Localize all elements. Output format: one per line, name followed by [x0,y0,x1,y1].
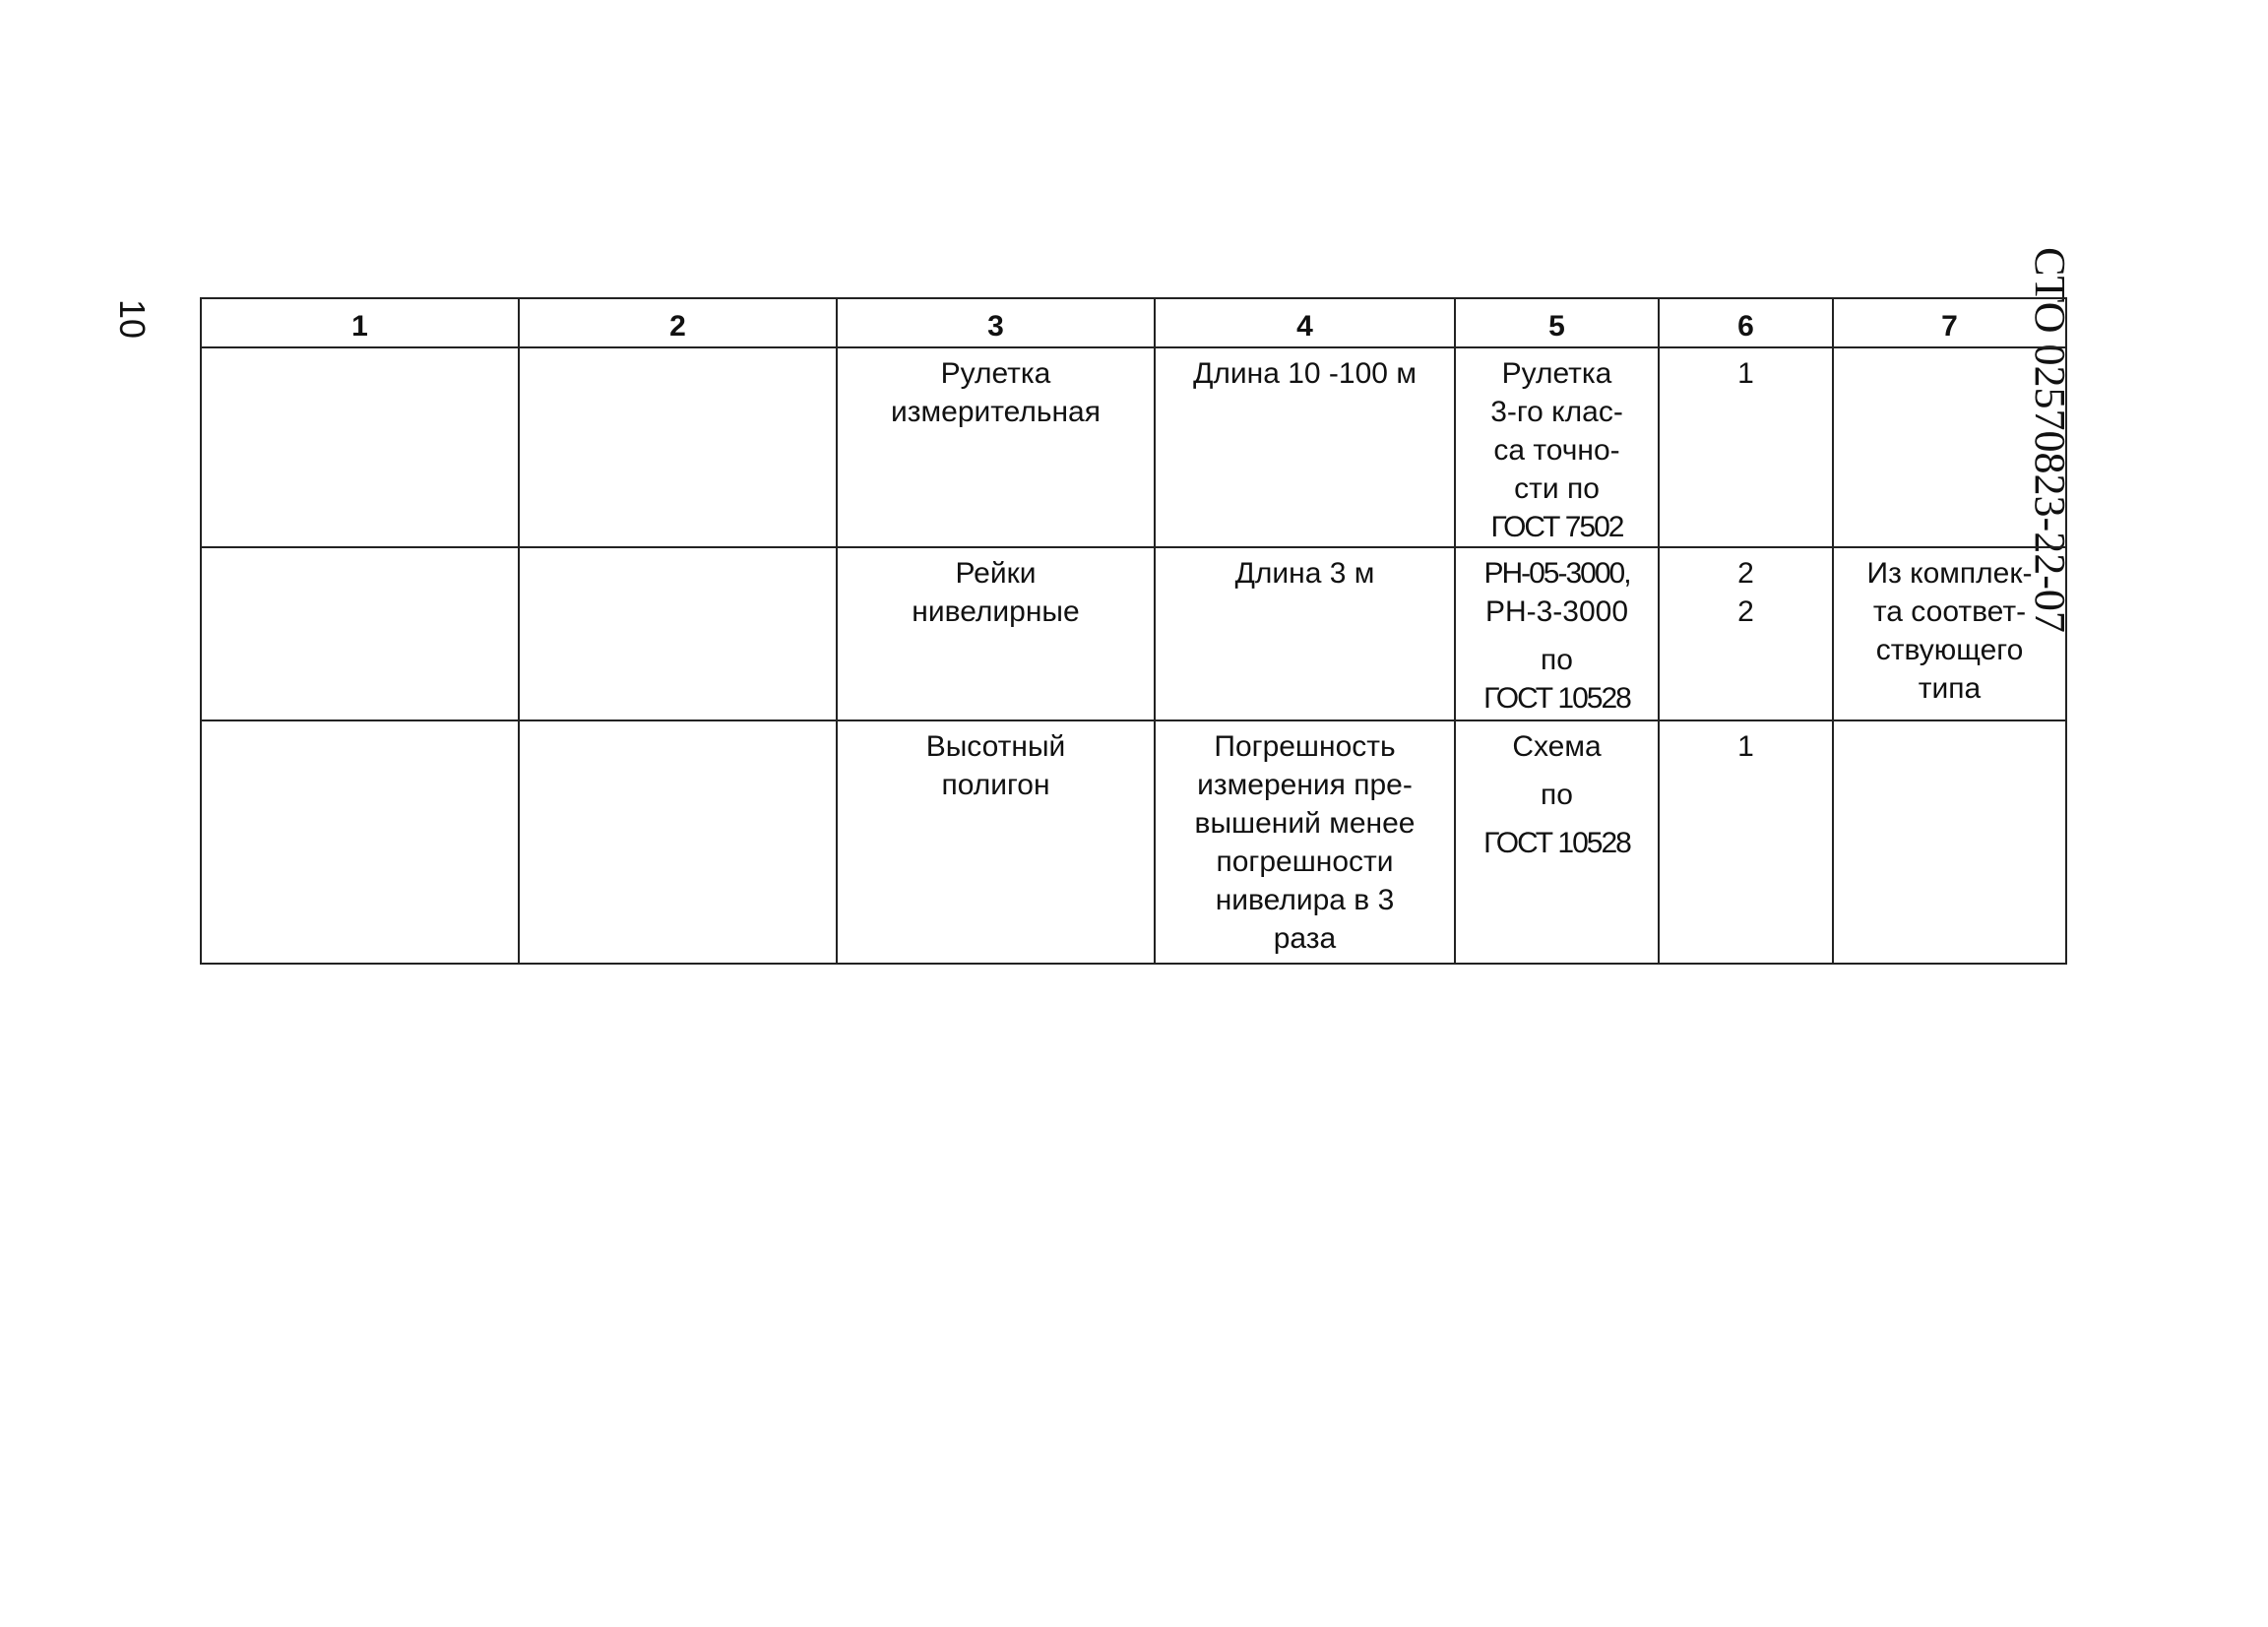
cell-line: та соответ- [1872,595,2027,628]
line-gap [1462,766,1652,776]
cell-line: измерительная [891,396,1101,428]
table-cell [519,720,837,964]
cell-line: Из комплек- [1866,557,2033,590]
cell-line: нивелирные [912,595,1080,628]
cell-line: ГОСТ 10528 [1483,682,1630,715]
cell-line: измерения пре- [1197,769,1413,801]
cell-line: типа [1918,672,1982,705]
cell-line: по [1541,779,1573,811]
cell-line: по [1541,644,1573,676]
table-cell [201,547,519,720]
line-gap [1462,814,1652,824]
cell-line: Длина 3 м [1234,557,1375,590]
cell-line: Рейки [955,557,1037,590]
cell-line: полигон [941,769,1050,801]
cell-line: нивелира в 3 [1215,884,1395,916]
cell-line: 1 [1737,730,1754,763]
column-header: 7 [1833,298,2066,347]
cell-line: раза [1273,922,1337,955]
column-header: 6 [1659,298,1833,347]
page-number: 10 [112,298,153,340]
cell-line: 2 [1737,557,1754,590]
table-row [201,347,2066,547]
table-cell [1659,547,1833,720]
cell-line: РН-3-3000 [1484,595,1629,628]
cell-line: ГОСТ 10528 [1483,827,1630,859]
line-gap [1462,631,1652,641]
table-cell [837,547,1155,720]
cell-line: Длина 10 -100 м [1193,357,1417,390]
table-cell [1833,347,2066,547]
cell-line: са точно- [1493,434,1620,467]
table-cell [1455,720,1659,964]
cell-line: сти по [1514,472,1600,505]
cell-line: Рулетка [940,357,1051,390]
table-cell [1659,347,1833,547]
table-cell [519,347,837,547]
cell-line: Высотный [925,730,1066,763]
cell-line: 2 [1737,595,1754,628]
table-cell [1155,547,1455,720]
column-header: 2 [519,298,837,347]
table-header-row [201,298,2066,347]
cell-line: ствующего [1875,634,2024,666]
table-cell [1455,547,1659,720]
cell-line: ГОСТ 7502 [1490,511,1623,543]
table-cell [837,720,1155,964]
column-header: 1 [201,298,519,347]
cell-line: Погрешность [1214,730,1396,763]
document-code: СТО 02570823-22-07 [2026,247,2074,633]
column-header: 3 [837,298,1155,347]
cell-line: 1 [1737,357,1754,390]
cell-line: Схема [1512,730,1602,763]
table-cell [201,347,519,547]
table-cell [1659,720,1833,964]
table-cell [1155,720,1455,964]
table-cell [1455,347,1659,547]
cell-line: РН-05-3000, [1483,557,1630,590]
table-row [201,547,2066,720]
table-row [201,720,2066,964]
column-header: 5 [1455,298,1659,347]
table-cell [1833,547,2066,720]
cell-line: погрешности [1216,845,1394,878]
table-cell [837,347,1155,547]
column-header: 4 [1155,298,1455,347]
table-cell [1155,347,1455,547]
table-cell [201,720,519,964]
table-cell [1833,720,2066,964]
equipment-table [200,297,2067,965]
cell-line: вышений менее [1194,807,1416,840]
cell-line: Рулетка [1501,357,1612,390]
table-cell [519,547,837,720]
cell-line: 3-го клас- [1490,396,1623,428]
